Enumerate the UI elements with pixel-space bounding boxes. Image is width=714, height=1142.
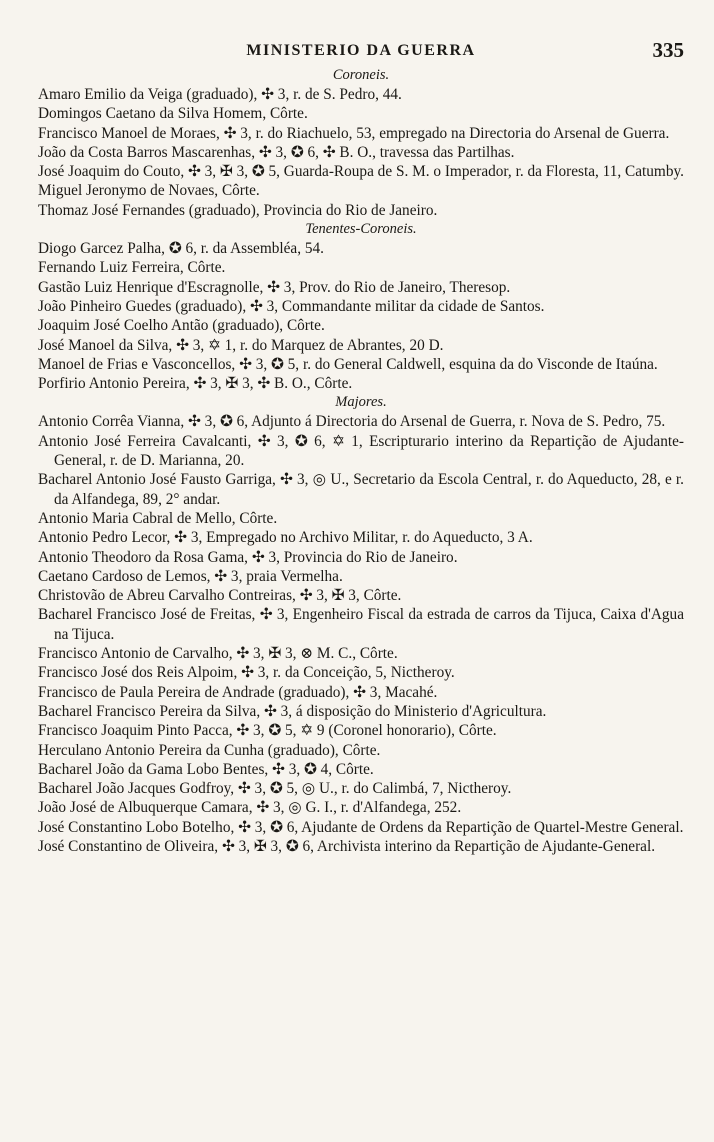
list-entry: José Joaquim do Couto, ✣ 3, ✠ 3, ✪ 5, Guarda-Roupa de S. M. o Imperador, r. da Floresta, 11, Catumby.: [38, 163, 684, 181]
list-entry: Francisco Antonio de Carvalho, ✣ 3, ✠ 3, ⊗ M. C., Côrte.: [38, 645, 398, 663]
list-entry: José Constantino de Oliveira, ✣ 3, ✠ 3, ✪ 6, Archivista interino da Repartição de Ajudante-General.: [38, 837, 656, 855]
list-entry: Bacharel João da Gama Lobo Bentes, ✣ 3, ✪ 4, Côrte.: [38, 760, 374, 778]
section-title: Tenentes-Coroneis.: [305, 221, 417, 238]
list-entry: Antonio Corrêa Vianna, ✣ 3, ✪ 6, Adjunto á Directoria do Arsenal de Guerra, r. Nova de S. Pedro, 75.: [38, 413, 666, 431]
list-entry: Manoel de Frias e Vasconcellos, ✣ 3, ✪ 5, r. do General Caldwell, esquina da do Visconde de Itaúna.: [38, 355, 658, 373]
running-title: MINISTERIO DA GUERRA: [246, 42, 476, 59]
list-entry: Herculano Antonio Pereira da Cunha (graduado), Côrte.: [38, 741, 381, 759]
list-entry: Domingos Caetano da Silva Homem, Côrte.: [38, 105, 308, 123]
list-entry: Francisco Joaquim Pinto Pacca, ✣ 3, ✪ 5, ✡ 9 (Coronel honorario), Côrte.: [38, 722, 497, 740]
list-entry: Francisco Manoel de Moraes, ✣ 3, r. do Riachuelo, 53, empregado na Directoria do Arsenal de Guerra.: [38, 124, 670, 142]
section-tenentes-coroneis: [38, 220, 684, 393]
list-entry: Fernando Luiz Ferreira, Côrte.: [38, 259, 226, 277]
list-entry: Antonio José Ferreira Cavalcanti, ✣ 3, ✪ 6, ✡ 1, Escripturario interino da Repartição de Ajudante-General, r. de D. Marianna, 20.: [38, 432, 684, 470]
section-coroneis: [38, 66, 684, 220]
list-entry: Francisco de Paula Pereira de Andrade (graduado), ✣ 3, Macahé.: [38, 683, 438, 701]
list-entry: João José de Albuquerque Camara, ✣ 3, ◎ G. I., r. d'Alfandega, 252.: [38, 799, 462, 817]
page-number: 335: [652, 38, 684, 62]
list-entry: Christovão de Abreu Carvalho Contreiras, ✣ 3, ✠ 3, Côrte.: [38, 587, 402, 605]
list-entry: Thomaz José Fernandes (graduado), Provincia do Rio de Janeiro.: [38, 201, 438, 219]
list-entry: Antonio Maria Cabral de Mello, Côrte.: [38, 509, 278, 527]
list-entry: Caetano Cardoso de Lemos, ✣ 3, praia Vermelha.: [38, 567, 343, 585]
list-entry: Joaquim José Coelho Antão (graduado), Côrte.: [38, 317, 325, 335]
list-entry: Gastão Luiz Henrique d'Escragnolle, ✣ 3, Prov. do Rio de Janeiro, Theresop.: [38, 278, 511, 296]
list-entry: Diogo Garcez Palha, ✪ 6, r. da Assembléa, 54.: [38, 240, 324, 258]
list-entry: João da Costa Barros Mascarenhas, ✣ 3, ✪ 6, ✣ B. O., travessa das Partilhas.: [38, 143, 515, 161]
list-entry: Antonio Pedro Lecor, ✣ 3, Empregado no Archivo Militar, r. do Aqueducto, 3 A.: [38, 529, 533, 547]
list-entry: Porfirio Antonio Pereira, ✣ 3, ✠ 3, ✣ B. O., Côrte.: [38, 375, 353, 393]
list-entry: Bacharel João Jacques Godfroy, ✣ 3, ✪ 5, ◎ U., r. do Calimbá, 7, Nictheroy.: [38, 780, 512, 798]
list-entry: Miguel Jeronymo de Novaes, Côrte.: [38, 182, 260, 200]
list-entry: Bacharel Francisco Pereira da Silva, ✣ 3, á disposição do Ministerio d'Agricultura.: [38, 702, 547, 720]
list-entry: Antonio Theodoro da Rosa Gama, ✣ 3, Provincia do Rio de Janeiro.: [38, 548, 458, 566]
page-header: [38, 38, 684, 66]
list-entry: José Manoel da Silva, ✣ 3, ✡ 1, r. do Marquez de Abrantes, 20 D.: [38, 336, 444, 354]
list-entry: Amaro Emilio da Veiga (graduado), ✣ 3, r. de S. Pedro, 44.: [38, 86, 402, 103]
list-entry: Francisco José dos Reis Alpoim, ✣ 3, r. da Conceição, 5, Nictheroy.: [38, 664, 455, 682]
list-entry: José Constantino Lobo Botelho, ✣ 3, ✪ 6, Ajudante de Ordens da Repartição de Quartel-Mestre General.: [38, 818, 684, 836]
list-entry: Bacharel Antonio José Fausto Garriga, ✣ 3, ◎ U., Secretario da Escola Central, r. do Aqueducto, 28, e r. da Alfandega, 89, 2° andar.: [38, 471, 684, 508]
list-entry: João Pinheiro Guedes (graduado), ✣ 3, Commandante militar da cidade de Santos.: [38, 297, 545, 315]
list-entry: Bacharel Francisco José de Freitas, ✣ 3, Engenheiro Fiscal da estrada de carros da Tijuca, Caixa d'Agua na Tijuca.: [38, 606, 684, 643]
section-majores: [38, 393, 684, 856]
section-title: Coroneis.: [332, 67, 390, 83]
section-title: Majores.: [335, 394, 387, 411]
